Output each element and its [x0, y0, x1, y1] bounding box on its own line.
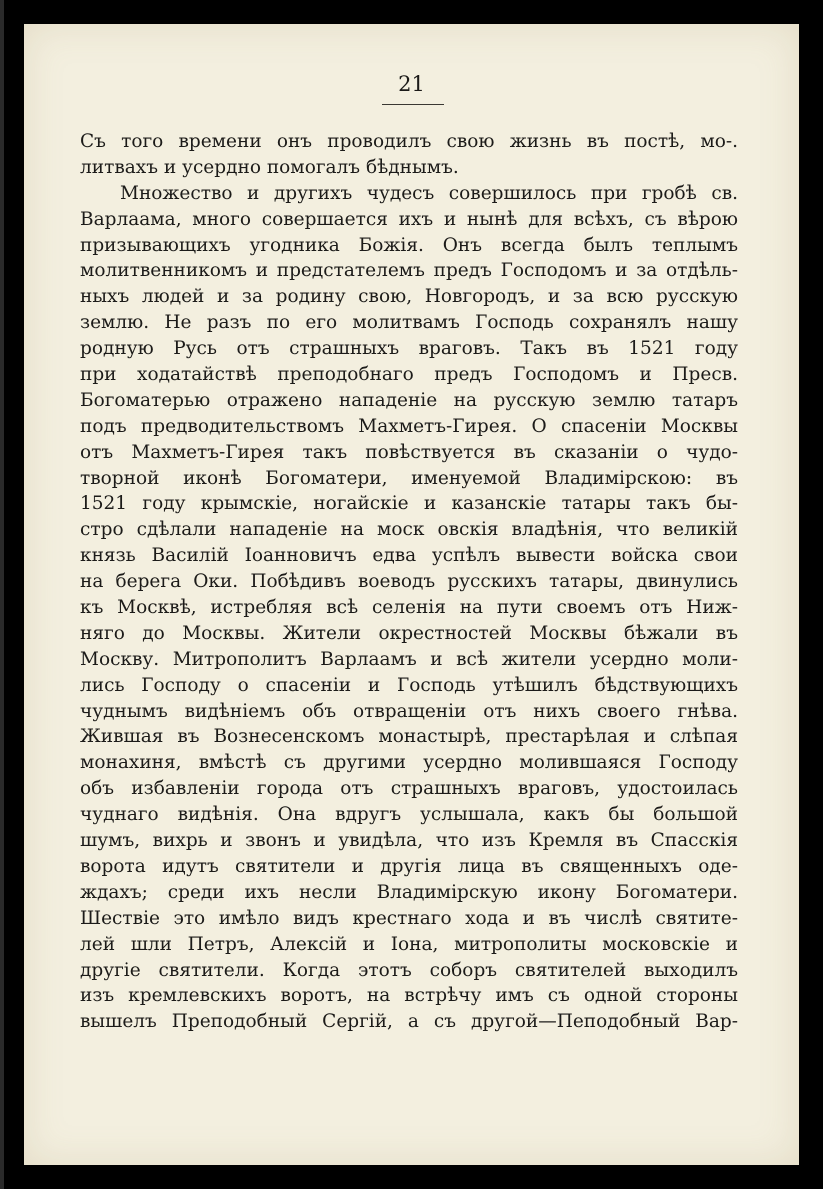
text-line: стро сдѣлали нападеніе на моск овскія владѣнія, что великій [80, 519, 738, 541]
text-line: чуднымъ видѣніемъ объ отвращеніи отъ нихъ своего гнѣва. [80, 700, 738, 722]
text-line: родную Русь отъ страшныхъ враговъ. Такъ въ 1521 году [80, 338, 738, 360]
text-line: Жившая въ Вознесенскомъ монастырѣ, престарѣлая и слѣпая [80, 726, 738, 748]
text-line: монахиня, вмѣстѣ съ другими усердно молившаяся Господу [80, 752, 738, 774]
text-line: Съ того времени онъ проводилъ свою жизнь въ постѣ, мо-. [80, 131, 738, 152]
binding-edge [0, 0, 4, 1189]
text-line: при ходатайствѣ преподобнаго предъ Господомъ и Пресв. [80, 364, 738, 386]
text-line: няго до Москвы. Жители окрестностей Москвы бѣжали въ [80, 622, 738, 644]
text-line: Москву. Митрополитъ Варлаамъ и всѣ жители усердно моли- [80, 648, 738, 670]
text-line: Шествіе это имѣло видъ крестнаго хода и въ числѣ святите- [80, 907, 738, 929]
text-line: подъ предводительствомъ Махметъ-Гирея. О спасеніи Москвы [80, 415, 738, 437]
text-line: вышелъ Преподобный Сергій, а съ другой—Пеподобный Вар- [80, 1011, 738, 1033]
text-line: ждахъ; среди ихъ несли Владимірскую икону Богоматери. [80, 881, 738, 903]
text-line: призывающихъ угодника Божія. Онъ всегда былъ теплымъ [80, 234, 738, 256]
text-line: отъ Махметъ-Гирея такъ повѣствуется въ сказаніи о чудо- [80, 441, 738, 463]
text-line: творной иконѣ Богоматери, именуемой Владимірскою: въ [80, 467, 738, 489]
text-line: Множество и другихъ чудесъ совершилось при гробѣ св. [120, 182, 738, 204]
body-text [80, 129, 738, 1035]
text-line: 1521 году крымскіе, ногайскіе и казанскіе татары такъ бы- [80, 493, 738, 515]
text-line: объ избавленіи города отъ страшныхъ враговъ, удостоилась [80, 778, 738, 800]
book-page [24, 24, 799, 1165]
text-line: князь Василій Іоанновичъ едва успѣлъ вывести войска свои [80, 545, 738, 567]
text-line: молитвенникомъ и предстателемъ предъ Господомъ и за отдѣль- [80, 260, 738, 282]
text-line: Варлаама, много совершается ихъ и нынѣ для всѣхъ, съ вѣрою [80, 208, 738, 230]
text-line: Богоматерью отражено нападеніе на русскую землю татаръ [80, 389, 738, 411]
text-line: чуднаго видѣнія. Она вдругъ услышала, какъ бы большой [80, 804, 738, 826]
text-line: ворота идутъ святители и другія лица въ священныхъ оде- [80, 855, 738, 877]
text-line: землю. Не разъ по его молитвамъ Господь сохранялъ нашу [80, 312, 738, 334]
page-number-underline [382, 104, 444, 105]
text-line: шумъ, вихрь и звонъ и увидѣла, что изъ Кремля въ Спасскія [80, 830, 738, 852]
text-line: изъ кремлевскихъ воротъ, на встрѣчу имъ съ одной стороны [80, 985, 738, 1007]
text-line: лей шли Петръ, Алексій и Іона, митрополиты московскіе и [80, 933, 738, 955]
text-line: на берега Оки. Побѣдивъ воеводъ русскихъ татары, двинулись [80, 571, 738, 593]
text-line: ныхъ людей и за родину свою, Новгородъ, и за всю русскую [80, 286, 738, 308]
text-line: лись Господу о спасеніи и Господь утѣшилъ бѣдствующихъ [80, 674, 738, 696]
page-number: 21 [398, 72, 425, 96]
text-line: къ Москвѣ, истребляя всѣ селенія на пути своемъ отъ Ниж- [80, 597, 738, 619]
text-line: литвахъ и усердно помогалъ бѣднымъ. [80, 156, 459, 178]
text-line: другіе святители. Когда этотъ соборъ святителей выходилъ [80, 959, 738, 981]
